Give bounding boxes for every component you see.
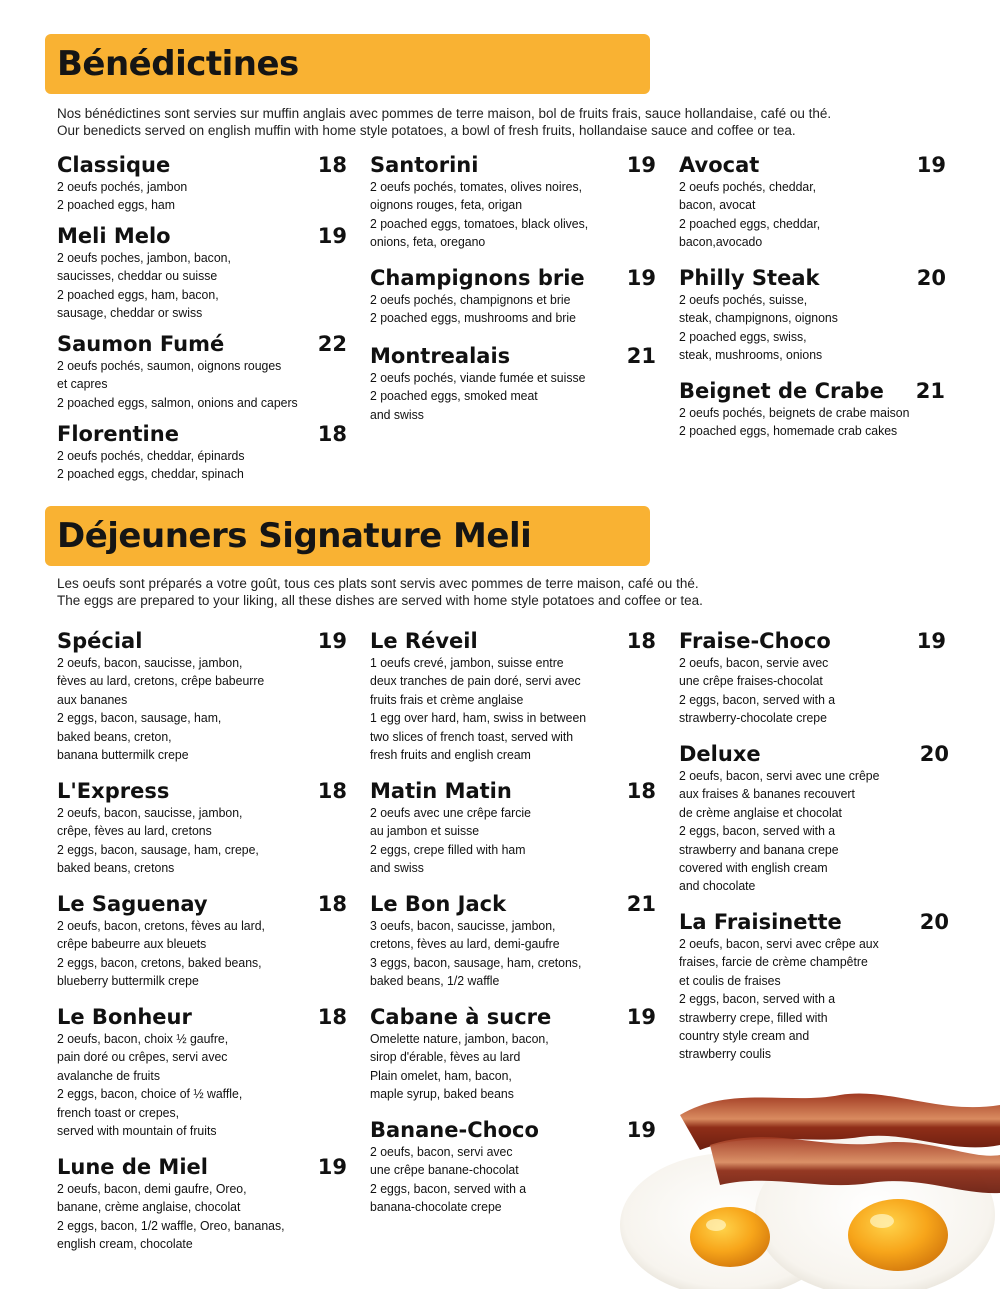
menu-item-name: Philly Steak: [679, 266, 820, 290]
menu-item-deluxe: [679, 741, 949, 896]
menu-item-description: [370, 654, 649, 764]
menu-item-header: [57, 223, 347, 249]
description-line: et capres: [57, 376, 108, 392]
menu-item-name: Classique: [57, 153, 171, 177]
description-line: 2 eggs, bacon, cretons, baked beans,: [57, 954, 262, 970]
menu-item-meli-melo: [57, 223, 347, 323]
menu-item-header: [679, 152, 946, 178]
description-line: maple syrup, baked beans: [370, 1086, 514, 1102]
description-line: sausage, cheddar or swiss: [57, 305, 203, 321]
menu-item-price: 19: [626, 1005, 656, 1029]
menu-item-header: [57, 628, 347, 654]
menu-item-price: 18: [317, 422, 347, 446]
description-line: 2 poached eggs, salmon, onions and capers: [57, 394, 298, 410]
description-line: 2 poached eggs, smoked meat: [370, 388, 538, 404]
menu-item-price: 18: [626, 629, 656, 653]
menu-item-description: [57, 447, 336, 484]
menu-item-header: [57, 778, 347, 804]
menu-item-header: [370, 343, 656, 369]
menu-item-name: Avocat: [679, 153, 760, 177]
menu-item-header: [57, 421, 347, 447]
section-title: Bénédictines: [57, 44, 299, 84]
menu-item-name: Cabane à sucre: [370, 1005, 552, 1029]
yolk-highlight: [706, 1219, 726, 1231]
egg-yolk-left: [690, 1207, 770, 1267]
description-line: 2 oeufs pochés, viande fumée et suisse: [370, 370, 586, 385]
description-line: baked beans, cretons: [57, 860, 175, 876]
menu-item-header: [57, 152, 347, 178]
description-line: saucisses, cheddar ou suisse: [57, 268, 218, 284]
menu-item-fraise-choco: [679, 628, 946, 728]
section-title: Déjeuners Signature Meli: [57, 516, 532, 556]
description-line: baked beans, 1/2 waffle: [370, 973, 500, 989]
description-line: strawberry-chocolate crepe: [679, 710, 827, 726]
description-line: 2 oeufs pochés, beignets de crabe maison: [679, 405, 910, 420]
menu-item-description: [679, 935, 958, 1064]
description-line: crêpe babeurre aux bleuets: [57, 936, 207, 952]
description-line: strawberry coulis: [679, 1046, 772, 1062]
menu-item-price: 21: [626, 344, 656, 368]
description-line: 2 oeufs, bacon, servi avec: [370, 1144, 513, 1159]
description-line: 2 oeufs pochés, cheddar, épinards: [57, 448, 245, 463]
menu-item-price: 19: [916, 629, 946, 653]
description-line: fresh fruits and english cream: [370, 747, 531, 763]
description-line: baked beans, creton,: [57, 728, 172, 744]
description-line: 2 oeufs, bacon, choix ½ gaufre,: [57, 1031, 229, 1046]
description-line: covered with english cream: [679, 860, 828, 876]
menu-item-header: [370, 152, 656, 178]
description-line: au jambon et suisse: [370, 823, 480, 839]
description-line: 2 oeufs pochés, jambon: [57, 179, 188, 194]
menu-item-bon-jack: [370, 891, 656, 991]
description-line: oignons rouges, feta, origan: [370, 197, 523, 213]
menu-item-price: 19: [626, 1118, 656, 1142]
description-line: 2 oeufs poches, jambon, bacon,: [57, 250, 231, 265]
description-line: 3 eggs, bacon, sausage, ham, cretons,: [370, 954, 582, 970]
menu-item-price: 19: [317, 629, 347, 653]
description-line: blueberry buttermilk crepe: [57, 973, 199, 989]
menu-item-price: 18: [626, 779, 656, 803]
menu-item-name: Fraise-Choco: [679, 629, 831, 653]
description-line: and swiss: [370, 406, 424, 422]
menu-item-header: [679, 741, 949, 767]
menu-item-description: [370, 369, 649, 424]
yolk-highlight: [870, 1214, 894, 1228]
menu-item-price: 22: [317, 332, 347, 356]
menu-item-name: Santorini: [370, 153, 479, 177]
description-line: 2 oeufs, bacon, saucisse, jambon,: [57, 805, 243, 820]
description-line: banana buttermilk crepe: [57, 747, 189, 763]
menu-item-name: Le Réveil: [370, 629, 478, 653]
description-line: country style cream and: [679, 1028, 810, 1044]
menu-item-name: Meli Melo: [57, 224, 171, 248]
description-line: 2 poached eggs, swiss,: [679, 328, 807, 344]
description-line: sirop d'érable, fèves au lard: [370, 1049, 521, 1065]
menu-item-header: [679, 628, 946, 654]
menu-item-name: La Fraisinette: [679, 910, 842, 934]
description-line: 1 oeufs crevé, jambon, suisse entre: [370, 655, 564, 670]
menu-item-lune-de-miel: [57, 1154, 347, 1254]
menu-item-description: [57, 804, 336, 878]
menu-item-header: [370, 1004, 656, 1030]
menu-item-description: [370, 291, 649, 328]
menu-item-price: 19: [317, 1155, 347, 1179]
description-line: banane, crème anglaise, chocolat: [57, 1199, 241, 1215]
description-line: 2 oeufs pochés, cheddar,: [679, 179, 817, 194]
menu-item-price: 18: [317, 1005, 347, 1029]
description-line: 2 eggs, crepe filled with ham: [370, 841, 526, 857]
menu-item-header: [57, 1154, 347, 1180]
menu-item-saguenay: [57, 891, 347, 991]
description-line: strawberry crepe, filled with: [679, 1009, 828, 1025]
menu-item-description: [370, 178, 649, 252]
description-line: 2 eggs, bacon, sausage, ham,: [57, 710, 222, 726]
egg-yolk-right: [848, 1199, 948, 1271]
menu-item-express: [57, 778, 347, 878]
menu-item-name: Deluxe: [679, 742, 761, 766]
menu-item-reveil: [370, 628, 656, 764]
menu-item-beignet-de-crabe: [679, 378, 945, 441]
menu-item-description: [370, 917, 649, 991]
menu-item-name: Le Bonheur: [57, 1005, 192, 1029]
menu-item-name: Matin Matin: [370, 779, 512, 803]
description-line: 2 oeufs, bacon, servi avec crêpe aux: [679, 936, 879, 951]
intro-english: The eggs are prepared to your liking, all these dishes are served with home style potatoes and coffee or tea.: [57, 593, 703, 608]
menu-item-price: 19: [916, 153, 946, 177]
description-line: deux tranches de pain doré, servi avec: [370, 673, 581, 689]
description-line: aux bananes: [57, 691, 128, 707]
menu-item-name: Champignons brie: [370, 266, 585, 290]
description-line: strawberry and banana crepe: [679, 841, 839, 857]
description-line: aux fraises & bananes recouvert: [679, 786, 855, 802]
description-line: 2 eggs, bacon, served with a: [679, 991, 836, 1007]
section-banner-signature: [45, 506, 650, 566]
menu-item-name: Lune de Miel: [57, 1155, 208, 1179]
menu-item-header: [370, 778, 656, 804]
menu-item-price: 20: [919, 910, 949, 934]
menu-item-price: 20: [916, 266, 946, 290]
description-line: 2 eggs, bacon, choice of ½ waffle,: [57, 1086, 243, 1102]
menu-item-la-fraisinette: [679, 909, 949, 1064]
menu-item-description: [679, 291, 958, 365]
description-line: 2 poached eggs, ham: [57, 197, 175, 213]
description-line: fraises, farcie de crème champêtre: [679, 954, 868, 970]
description-line: 2 oeufs, bacon, servi avec une crêpe: [679, 768, 880, 783]
menu-item-header: [57, 331, 347, 357]
description-line: 2 oeufs pochés, suisse,: [679, 292, 808, 307]
description-line: 2 oeufs, bacon, demi gaufre, Oreo,: [57, 1181, 247, 1196]
description-line: une crêpe banane-chocolat: [370, 1162, 519, 1178]
menu-item-name: Le Saguenay: [57, 892, 208, 916]
eggs-bacon-photo: [620, 1075, 1000, 1289]
menu-item-price: 18: [317, 153, 347, 177]
menu-item-philly-steak: [679, 265, 946, 365]
menu-item-description: [57, 178, 336, 215]
menu-item-header: [370, 1117, 656, 1143]
description-line: une crêpe fraises-chocolat: [679, 673, 823, 689]
description-line: banana-chocolate crepe: [370, 1199, 502, 1215]
description-line: onions, feta, oregano: [370, 234, 486, 250]
description-line: 2 oeufs, bacon, saucisse, jambon,: [57, 655, 243, 670]
menu-item-description: [57, 917, 336, 991]
description-line: crêpe, fèves au lard, cretons: [57, 823, 212, 839]
description-line: 2 poached eggs, homemade crab cakes: [679, 423, 898, 439]
menu-item-special: [57, 628, 347, 764]
description-line: 2 poached eggs, tomatoes, black olives,: [370, 215, 589, 231]
menu-item-name: Le Bon Jack: [370, 892, 507, 916]
menu-item-price: 20: [919, 742, 949, 766]
menu-item-description: [370, 804, 649, 878]
description-line: fèves au lard, cretons, crêpe babeurre: [57, 673, 265, 689]
menu-item-name: Saumon Fumé: [57, 332, 225, 356]
description-line: bacon, avocat: [679, 197, 756, 213]
menu-item-montrealais: [370, 343, 656, 424]
description-line: and swiss: [370, 860, 424, 876]
description-line: 2 oeufs pochés, saumon, oignons rouges: [57, 358, 282, 373]
description-line: 2 poached eggs, cheddar, spinach: [57, 466, 244, 482]
menu-item-banane-choco: [370, 1117, 656, 1217]
description-line: 2 eggs, bacon, sausage, ham, crepe,: [57, 841, 259, 857]
menu-item-avocat: [679, 152, 946, 252]
menu-item-classique: [57, 152, 347, 215]
menu-item-name: Spécial: [57, 629, 143, 653]
description-line: 2 eggs, bacon, 1/2 waffle, Oreo, bananas,: [57, 1217, 285, 1233]
description-line: bacon,avocado: [679, 234, 763, 250]
menu-item-description: [57, 654, 336, 764]
description-line: steak, mushrooms, onions: [679, 347, 823, 363]
description-line: 2 poached eggs, cheddar,: [679, 215, 821, 231]
menu-item-champignons-brie: [370, 265, 656, 328]
menu-item-header: [370, 265, 656, 291]
section-intro: [57, 105, 987, 139]
menu-item-name: Florentine: [57, 422, 179, 446]
menu-item-matin-matin: [370, 778, 656, 878]
menu-item-name: L'Express: [57, 779, 170, 803]
menu-item-description: [57, 1180, 336, 1254]
description-line: 2 eggs, bacon, served with a: [679, 823, 836, 839]
description-line: 2 oeufs pochés, champignons et brie: [370, 292, 571, 307]
menu-item-florentine: [57, 421, 347, 484]
menu-item-price: 19: [317, 224, 347, 248]
menu-item-header: [679, 378, 945, 404]
menu-item-price: 18: [317, 892, 347, 916]
menu-item-cabane-a-sucre: [370, 1004, 656, 1104]
menu-item-description: [679, 767, 958, 896]
description-line: pain doré ou crêpes, servi avec: [57, 1049, 228, 1065]
menu-item-price: 19: [626, 266, 656, 290]
description-line: 3 oeufs, bacon, saucisse, jambon,: [370, 918, 556, 933]
description-line: 2 oeufs pochés, tomates, olives noires,: [370, 179, 583, 194]
description-line: served with mountain of fruits: [57, 1123, 217, 1139]
menu-item-name: Banane-Choco: [370, 1118, 539, 1142]
description-line: and chocolate: [679, 878, 756, 894]
description-line: steak, champignons, oignons: [679, 310, 838, 326]
menu-item-santorini: [370, 152, 656, 252]
description-line: avalanche de fruits: [57, 1067, 160, 1083]
description-line: 2 oeufs, bacon, servie avec: [679, 655, 829, 670]
menu-item-saumon-fume: [57, 331, 347, 412]
section-banner-benedictines: [45, 34, 650, 94]
description-line: 2 oeufs, bacon, cretons, fèves au lard,: [57, 918, 265, 933]
menu-item-header: [57, 1004, 347, 1030]
description-line: de crème anglaise et chocolat: [679, 804, 842, 820]
description-line: cretons, fèves au lard, demi-gaufre: [370, 936, 560, 952]
description-line: 2 poached eggs, mushrooms and brie: [370, 310, 576, 326]
menu-item-description: [679, 404, 958, 441]
menu-item-header: [370, 628, 656, 654]
menu-item-description: [679, 178, 958, 252]
menu-item-name: Montrealais: [370, 344, 511, 368]
menu-item-description: [370, 1030, 649, 1104]
menu-item-header: [679, 909, 949, 935]
menu-item-description: [679, 654, 958, 728]
menu-item-bonheur: [57, 1004, 347, 1140]
menu-item-header: [57, 891, 347, 917]
description-line: 2 poached eggs, ham, bacon,: [57, 286, 219, 302]
intro-french: Les oeufs sont préparés a votre goût, tous ces plats sont servis avec pommes de terre maison, café ou thé.: [57, 576, 699, 591]
intro-english: Our benedicts served on english muffin with home style potatoes, a bowl of fresh fruits, hollandaise sauce and coffee or tea.: [57, 123, 796, 138]
menu-item-price: 18: [317, 779, 347, 803]
intro-french: Nos bénédictines sont servies sur muffin anglais avec pommes de terre maison, bol de fruits frais, sauce hollandaise, café ou thé.: [57, 106, 832, 121]
section-intro: [57, 575, 987, 609]
description-line: et coulis de fraises: [679, 972, 781, 988]
description-line: 2 eggs, bacon, served with a: [679, 691, 836, 707]
menu-item-price: 21: [626, 892, 656, 916]
description-line: Omelette nature, jambon, bacon,: [370, 1031, 549, 1046]
description-line: 2 eggs, bacon, served with a: [370, 1180, 527, 1196]
menu-item-header: [679, 265, 946, 291]
menu-item-price: 21: [915, 379, 945, 403]
description-line: english cream, chocolate: [57, 1236, 193, 1252]
menu-item-description: [57, 1030, 336, 1140]
description-line: Plain omelet, ham, bacon,: [370, 1067, 512, 1083]
description-line: two slices of french toast, served with: [370, 728, 574, 744]
menu-item-header: [370, 891, 656, 917]
menu-item-description: [370, 1143, 649, 1217]
menu-item-description: [57, 357, 336, 412]
menu-item-name: Beignet de Crabe: [679, 379, 884, 403]
description-line: fruits frais et crème anglaise: [370, 691, 524, 707]
menu-item-description: [57, 249, 336, 323]
description-line: french toast or crepes,: [57, 1104, 180, 1120]
menu-item-price: 19: [626, 153, 656, 177]
description-line: 1 egg over hard, ham, swiss in between: [370, 710, 587, 726]
description-line: 2 oeufs avec une crêpe farcie: [370, 805, 531, 820]
